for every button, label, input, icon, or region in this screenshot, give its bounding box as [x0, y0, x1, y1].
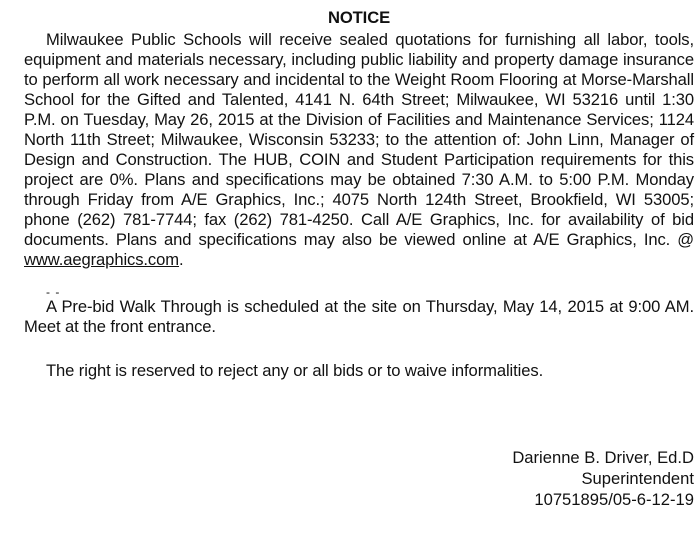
reservation-paragraph: The right is reserved to reject any or all bids or to waive informalities. [46, 361, 544, 380]
reference-number: 10751895/05-6-12-19 [534, 490, 694, 509]
signer-title: Superintendent [581, 469, 694, 488]
dash-marks: - - [46, 285, 61, 299]
notice-title: NOTICE [327, 8, 391, 27]
notice-document [24, 8, 694, 381]
walk-through-section [24, 285, 694, 337]
notice-body-text: Milwaukee Public Schools will receive sealed quotations for furnishing all labor, tools, equipment and materials necessary, including public liability and property damage insurance to perform all work necessary and incidental to the Weight Room Flooring at Morse-Marshall School for the Gifted and Talented, 4141 N. 64th Street; Milwaukee, WI 53216 until 1:30 P.M. on Tuesday, May 26, 2015 at the Division of Facilities and Maintenance Services; 1124 North 11th Street; Milwaukee, Wisconsin 53233; to the attention of: John Linn, Manager of Design and Construction. The HUB, COIN and Student Participation requirements for this project are 0%. Plans and specifications may be obtained 7:30 A.M. to 5:00 P.M. Monday through Friday from A/E Graphics, Inc.; 4075 North 124th Street, Brookfield, WI 53005; phone (262) 781-7744; fax (262) 781-4250. Call A/E Graphics, Inc. for availability of bid documents. Plans and specifications may also be viewed online at A/E Graphics, Inc. @ [24, 30, 694, 249]
signer-name: Darienne B. Driver, Ed.D [512, 448, 694, 467]
walk-through-paragraph: A Pre-bid Walk Through is scheduled at the site on Thursday, May 14, 2015 at 9:00 AM. Meet at the front entrance. [24, 297, 694, 336]
aegraphics-link[interactable]: www.aegraphics.com [24, 250, 179, 269]
notice-body-end: . [178, 250, 184, 269]
notice-body-paragraph [24, 30, 694, 270]
signature-block [512, 447, 694, 510]
